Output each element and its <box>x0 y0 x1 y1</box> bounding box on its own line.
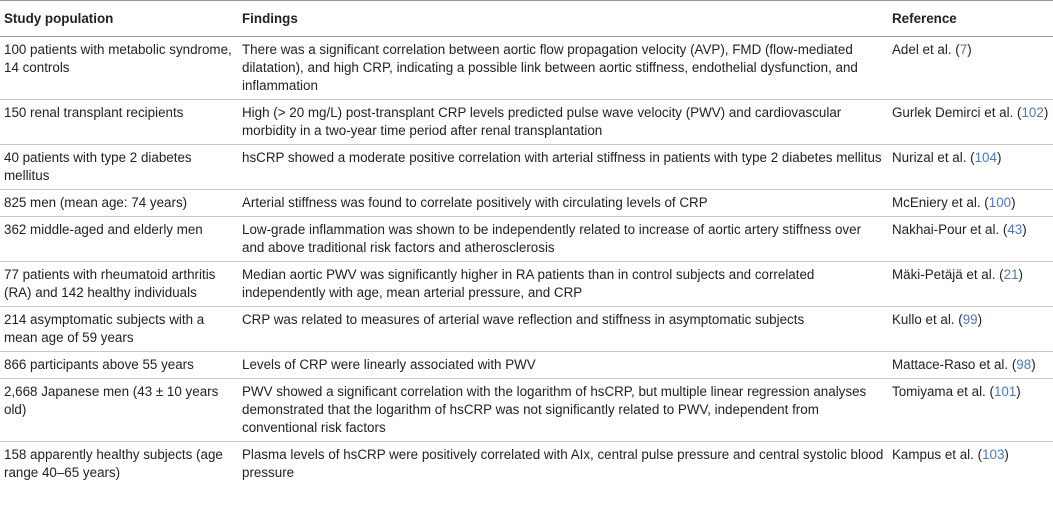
findings-cell: Median aortic PWV was significantly higher in RA patients than in control subjects and correlated independently with age, mean arterial pressure, and CRP <box>238 262 888 307</box>
reference-close: ) <box>1031 357 1036 372</box>
reference-close: ) <box>1022 222 1027 237</box>
findings-cell: There was a significant correlation between aortic flow propagation velocity (AVP), FMD (flow-mediated dilatation), and high CRP, indicating a possible link between aortic stiffness, endothelial dysfunction, and inflammation <box>238 37 888 100</box>
reference-link[interactable]: 7 <box>959 42 968 57</box>
reference-link[interactable]: 99 <box>962 312 978 327</box>
findings-cell: High (> 20 mg/L) post-transplant CRP levels predicted pulse wave velocity (PWV) and cardiovascular morbidity in a two-year time period after renal transplantation <box>238 100 888 145</box>
study-population-cell: 77 patients with rheumatoid arthritis (RA) and 142 healthy individuals <box>0 262 238 307</box>
table-row <box>0 217 1053 262</box>
study-population-cell: 40 patients with type 2 diabetes mellitus <box>0 145 238 190</box>
reference-author: Mattace-Raso et al. ( <box>892 357 1017 372</box>
reference-link[interactable]: 21 <box>1003 267 1019 282</box>
table-row <box>0 307 1053 352</box>
study-population-cell: 2,668 Japanese men (43 ± 10 years old) <box>0 379 238 442</box>
findings-cell: PWV showed a significant correlation with the logarithm of hsCRP, but multiple linear regression analyses demonstrated that the logarithm of hsCRP was not significantly related to PWV, independent from conventional risk factors <box>238 379 888 442</box>
header-study-population: Study population <box>0 1 238 37</box>
findings-cell: Arterial stiffness was found to correlate positively with circulating levels of CRP <box>238 190 888 217</box>
reference-close: ) <box>977 312 983 327</box>
table-row <box>0 145 1053 190</box>
reference-cell <box>888 217 1053 262</box>
reference-cell <box>888 100 1053 145</box>
table-header <box>0 1 1053 37</box>
reference-link[interactable]: 98 <box>1016 357 1032 372</box>
table-row <box>0 37 1053 100</box>
reference-link[interactable]: 101 <box>993 384 1017 399</box>
study-population-cell: 158 apparently healthy subjects (age range 40–65 years) <box>4 447 223 480</box>
reference-author: Tomiyama et al. ( <box>892 384 994 399</box>
header-row <box>0 1 1053 37</box>
reference-close: ) <box>1004 447 1009 462</box>
reference-link[interactable]: 103 <box>982 447 1005 462</box>
study-population-cell: 100 patients with metabolic syndrome, 14 controls <box>0 37 238 100</box>
reference-close: ) <box>967 42 972 57</box>
reference-link[interactable]: 43 <box>1007 222 1023 237</box>
study-population-cell: 866 participants above 55 years <box>0 352 238 379</box>
findings-cell: CRP was related to measures of arterial wave reflection and stiffness in asymptomatic subjects <box>238 307 888 352</box>
study-population-cell: 214 asymptomatic subjects with a mean age of 59 years <box>0 307 238 352</box>
reference-close: ) <box>1043 105 1049 120</box>
reference-close: ) <box>1018 267 1024 282</box>
table-row <box>0 442 1053 487</box>
table-row <box>0 352 1053 379</box>
table-row <box>0 262 1053 307</box>
reference-author: Gurlek Demirci et al. ( <box>892 105 1022 120</box>
table-row <box>0 100 1053 145</box>
study-population-cell: 825 men (mean age: 74 years) <box>0 190 238 217</box>
reference-cell <box>888 379 1053 442</box>
reference-cell <box>888 262 1053 307</box>
table-row <box>0 190 1053 217</box>
study-population-cell: 362 middle-aged and elderly men <box>0 217 238 262</box>
findings-cell: Levels of CRP were linearly associated with PWV <box>238 352 888 379</box>
table-row <box>0 379 1053 442</box>
reference-link[interactable]: 100 <box>988 195 1012 210</box>
reference-author: Kampus et al. ( <box>892 447 983 462</box>
table-body <box>0 37 1053 487</box>
reference-close: ) <box>996 150 1002 165</box>
reference-link[interactable]: 102 <box>1021 105 1044 120</box>
reference-cell <box>888 190 1053 217</box>
reference-cell <box>888 145 1053 190</box>
findings-cell: hsCRP showed a moderate positive correlation with arterial stiffness in patients with type 2 diabetes mellitus <box>238 145 888 190</box>
findings-cell: Plasma levels of hsCRP were positively correlated with AIx, central pulse pressure and central systolic blood pressure <box>242 447 884 480</box>
reference-cell <box>888 442 1053 487</box>
reference-cell <box>888 37 1053 100</box>
reference-author: Nakhai-Pour et al. ( <box>892 222 1008 237</box>
reference-author: McEniery et al. ( <box>892 195 989 210</box>
reference-cell <box>888 352 1053 379</box>
study-population-cell: 150 renal transplant recipients <box>0 100 238 145</box>
reference-close: ) <box>1011 195 1016 210</box>
reference-author: Nurizal et al. ( <box>892 150 975 165</box>
header-findings: Findings <box>238 1 888 37</box>
reference-author: Adel et al. ( <box>892 42 960 57</box>
reference-author: Mäki-Petäjä et al. ( <box>892 267 1004 282</box>
header-reference: Reference <box>888 1 1053 37</box>
reference-link[interactable]: 104 <box>974 150 997 165</box>
findings-cell: Low-grade inflammation was shown to be independently related to increase of aortic artery stiffness over and above traditional risk factors and atherosclerosis <box>238 217 888 262</box>
reference-close: ) <box>1016 384 1021 399</box>
reference-cell <box>888 307 1053 352</box>
reference-author: Kullo et al. ( <box>892 312 963 327</box>
